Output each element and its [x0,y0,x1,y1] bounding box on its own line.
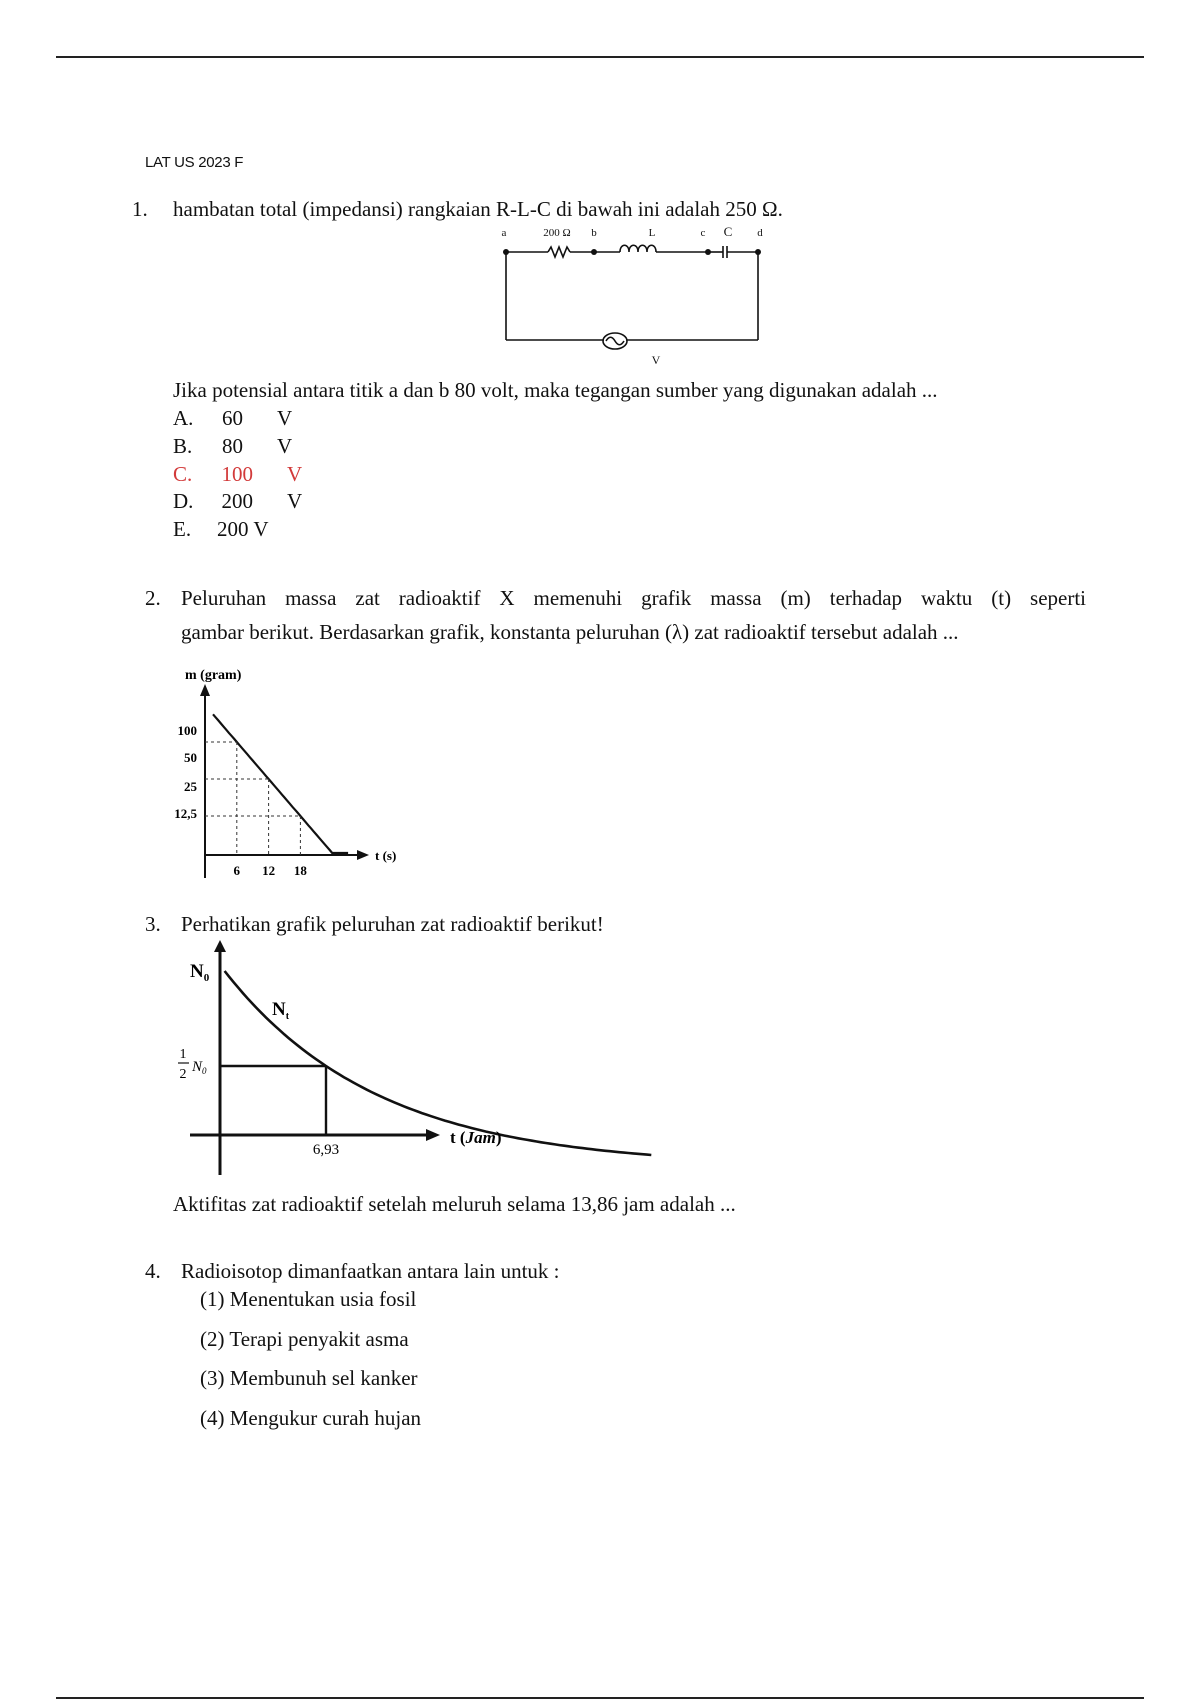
label-nt: $N_t$ [272,999,290,1022]
option-letter: D. [173,489,194,513]
svg-text:N0: $N_0$ [192,1059,207,1076]
q1-number: 1. [132,197,148,221]
q2-number: 2. [145,586,161,610]
label-d: d [757,227,763,239]
q4-item-3: (3) Membunuh sel kanker [200,1366,418,1390]
svg-text:2: 2 [179,1067,187,1082]
q4-item-1: (1) Menentukan usia fosil [200,1287,417,1311]
inductor-symbol [620,245,656,252]
q1-option-e [173,517,269,542]
label-b: b [591,227,597,239]
node-c [705,249,711,255]
q4-text: Radioisotop dimanfaatkan antara lain untuk : [181,1259,560,1283]
q3-number: 3. [145,912,161,936]
x-tick-label: 6,93 [312,1142,340,1158]
q2-text [181,581,1086,649]
document-header: LAT US 2023 F [145,154,244,171]
y-tick-label: 12,5 [174,806,197,821]
chart2-xlabel: t (Jam) [450,1128,502,1147]
y-tick-label: 100 [177,723,197,738]
option-unit: V [277,406,293,430]
top-rule [56,56,1144,58]
q2-line-2: gambar berikut. Berdasarkan grafik, konstanta peluruhan (λ) zat radioaktif tersebut adalah ... [181,620,959,644]
label-half-n0 [178,1047,207,1082]
label-c: c [700,227,706,239]
n-decay-curve [225,971,652,1155]
option-unit: V [287,489,303,513]
q1-text: hambatan total (impedansi) rangkaian R-L-C di bawah ini adalah 250 Ω. [173,197,783,221]
mass-decay-curve [213,714,348,853]
label-a: a [501,227,507,239]
chart1-xlabel: t (s) [375,848,397,863]
label-capacitor: C [723,224,733,239]
radioactive-decay-chart [170,940,520,1180]
option-unit: V [287,462,303,486]
option-value: 200 V [217,517,269,541]
node-b [591,249,597,255]
rlc-circuit-diagram [490,222,780,372]
q1-option-a [173,406,292,431]
x-tick-label: 18 [293,863,307,878]
option-letter: E. [173,517,192,541]
q3-text: Perhatikan grafik peluruhan zat radioaktif berikut! [181,912,604,936]
option-letter: C. [173,462,193,486]
x-axis-arrow [426,1129,440,1141]
q4-number: 4. [145,1259,161,1283]
chart1-ylabel: m (gram) [185,668,242,683]
y-axis-arrow [214,940,226,952]
bottom-rule [56,1697,1144,1699]
q1-option-d [173,489,302,514]
q1-option-b [173,434,292,459]
label-n0: $N_0$ [190,961,210,984]
option-value: 80 [222,434,243,458]
q3-question: Aktifitas zat radioaktif setelah meluruh selama 13,86 jam adalah ... [173,1192,736,1216]
option-value: 200 [221,489,253,513]
q4-item-2: (2) Terapi penyakit asma [200,1327,409,1351]
option-value: 100 [221,462,253,486]
x-axis-arrow [357,850,369,860]
q2-line-1: Peluruhan massa zat radioaktif X memenuhi grafik massa (m) terhadap waktu (t) seperti [181,586,1086,610]
option-letter: B. [173,434,193,458]
label-inductor: L [648,227,656,239]
y-tick-label: 25 [184,779,197,794]
option-value: 60 [222,406,243,430]
q1-option-c-correct [173,462,302,487]
y-axis-arrow [200,684,210,696]
q1-question: Jika potensial antara titik a dan b 80 volt, maka tegangan sumber yang digunakan adalah ... [173,378,938,402]
label-source: V [651,353,661,367]
svg-text:1: 1 [179,1047,187,1062]
mass-decay-chart [145,660,435,890]
q4-item-4: (4) Mengukur curah hujan [200,1406,422,1430]
label-resistor: 200 Ω [543,227,571,239]
x-tick-label: 6 [233,863,241,878]
x-tick-label: 12 [262,863,276,878]
node-d [755,249,761,255]
y-tick-label: 50 [184,750,197,765]
resistor-symbol [548,247,570,257]
node-a [503,249,509,255]
option-letter: A. [173,406,194,430]
option-unit: V [277,434,293,458]
